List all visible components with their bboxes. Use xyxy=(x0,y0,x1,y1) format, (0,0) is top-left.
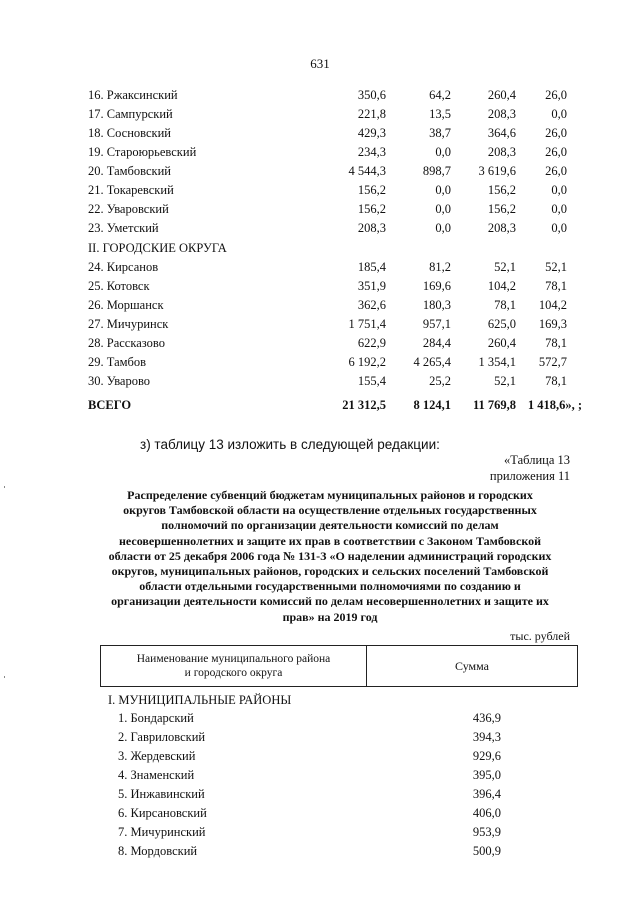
row-value-c1: 429,3 xyxy=(357,126,386,140)
row-value-c2: 169,6 xyxy=(422,279,451,293)
row-name: 16. Ржаксинский xyxy=(88,88,178,102)
row-value-c2: 25,2 xyxy=(429,374,451,388)
row-name: 27. Мичуринск xyxy=(88,317,169,331)
subsidy-table-2019 xyxy=(100,645,578,861)
row-value-c3: 52,1 xyxy=(494,260,516,274)
page-number: 631 xyxy=(310,56,330,71)
row-value-c3: 208,3 xyxy=(487,221,516,235)
row-name: 19. Староюрьевский xyxy=(88,145,197,159)
table-row xyxy=(100,804,578,823)
table-row xyxy=(88,124,578,143)
row-sum: 929,6 xyxy=(472,749,501,763)
row-value-c1: 234,3 xyxy=(357,145,386,159)
row-value-c2: 4 265,4 xyxy=(413,355,451,369)
row-value-c4: 78,1 xyxy=(545,279,567,293)
row-value-c1: 351,9 xyxy=(357,279,386,293)
table-header xyxy=(100,645,578,687)
table-row xyxy=(88,258,578,277)
row-value-c4: 78,1 xyxy=(545,374,567,388)
row-value-c2: 64,2 xyxy=(429,88,451,102)
row-value-c3: 78,1 xyxy=(494,298,516,312)
row-value-c4: 0,0 xyxy=(551,202,567,216)
row-value-c4: 52,1 xyxy=(545,260,567,274)
row-value-c1: 208,3 xyxy=(357,221,386,235)
row-value-c2: 898,7 xyxy=(422,164,451,178)
row-value-c1: 362,6 xyxy=(357,298,386,312)
row-value-c4: 572,7 xyxy=(538,355,567,369)
row-value-c3: 3 619,6 xyxy=(478,164,516,178)
row-name: 25. Котовск xyxy=(88,279,150,293)
row-value-c1: 155,4 xyxy=(357,374,386,388)
row-name: 4. Знаменский xyxy=(118,768,195,782)
row-name: 24. Кирсанов xyxy=(88,260,159,274)
row-value-c1: 350,6 xyxy=(357,88,386,102)
table-ref-line1: «Таблица 13 xyxy=(504,453,570,467)
row-name: 29. Тамбов xyxy=(88,355,147,369)
row-value-c3: 260,4 xyxy=(487,88,516,102)
table-row xyxy=(100,785,578,804)
row-sum: 953,9 xyxy=(472,825,501,839)
row-value-c2: 180,3 xyxy=(422,298,451,312)
table-reference xyxy=(490,452,570,484)
table-row xyxy=(88,353,578,372)
subsidy-table-continued xyxy=(88,86,582,417)
unit-label: тыс. рублей xyxy=(510,629,570,643)
row-name: 3. Жердевский xyxy=(118,749,196,763)
row-value-c3: 156,2 xyxy=(487,183,516,197)
row-value-c1: 622,9 xyxy=(357,336,386,350)
row-value-c3: 208,3 xyxy=(487,107,516,121)
scan-mark xyxy=(4,676,5,678)
row-value-c3: 104,2 xyxy=(487,279,516,293)
row-value-c1: 185,4 xyxy=(357,260,386,274)
total-label: ВСЕГО xyxy=(88,398,132,412)
row-name: 7. Мичуринский xyxy=(118,825,206,839)
row-value-c1: 1 751,4 xyxy=(348,317,386,331)
header-name-column xyxy=(101,646,367,686)
row-value-c4: 104,2 xyxy=(538,298,567,312)
table-row xyxy=(88,143,578,162)
row-value-c4: 169,3 xyxy=(538,317,567,331)
section-heading-city-districts: II. ГОРОДСКИЕ ОКРУГА xyxy=(88,241,227,255)
table-ref-line2: приложения 11 xyxy=(489,469,570,483)
table-row xyxy=(100,766,578,785)
row-name: 6. Кирсановский xyxy=(118,806,207,820)
row-value-c4: 0,0 xyxy=(551,221,567,235)
row-value-c2: 284,4 xyxy=(422,336,451,350)
row-value-c3: 260,4 xyxy=(487,336,516,350)
row-sum: 395,0 xyxy=(472,768,501,782)
row-value-c3: 156,2 xyxy=(487,202,516,216)
row-value-c4: 26,0 xyxy=(545,164,567,178)
table-row xyxy=(88,296,578,315)
row-name: 18. Сосновский xyxy=(88,126,171,140)
row-value-c4: 26,0 xyxy=(545,145,567,159)
table-row xyxy=(100,842,578,861)
table-row xyxy=(100,747,578,766)
row-value-c4: 0,0 xyxy=(551,107,567,121)
row-name: 26. Моршанск xyxy=(88,298,164,312)
row-value-c4: 26,0 xyxy=(545,126,567,140)
table-row xyxy=(88,162,578,181)
amendment-instruction: з) таблицу 13 изложить в следующей редакции: xyxy=(140,437,440,452)
table-row xyxy=(88,334,578,353)
total-col2: 8 124,1 xyxy=(413,398,451,412)
row-sum: 396,4 xyxy=(472,787,501,801)
row-name: 30. Уварово xyxy=(88,374,151,388)
row-value-c3: 364,6 xyxy=(487,126,516,140)
row-value-c1: 4 544,3 xyxy=(348,164,386,178)
scan-mark xyxy=(4,486,5,488)
row-value-c2: 81,2 xyxy=(429,260,451,274)
row-name: 21. Токаревский xyxy=(88,183,174,197)
total-col4: 1 418,6», ; xyxy=(527,398,582,412)
row-sum: 394,3 xyxy=(472,730,501,744)
row-value-c1: 156,2 xyxy=(357,183,386,197)
row-sum: 406,0 xyxy=(472,806,501,820)
table-row xyxy=(88,277,578,296)
total-col3: 11 769,8 xyxy=(472,398,516,412)
table-row xyxy=(88,105,578,124)
row-name: 20. Тамбовский xyxy=(88,164,171,178)
row-name: 1. Бондарский xyxy=(118,711,194,725)
section-heading-municipal-districts: I. МУНИЦИПАЛЬНЫЕ РАЙОНЫ xyxy=(108,693,292,707)
row-value-c2: 0,0 xyxy=(435,183,451,197)
row-value-c4: 26,0 xyxy=(545,88,567,102)
header-name-line1: Наименование муниципального района xyxy=(136,653,331,665)
row-value-c2: 0,0 xyxy=(435,145,451,159)
total-col1: 21 312,5 xyxy=(342,398,386,412)
table-row xyxy=(88,372,578,391)
table-row xyxy=(100,823,578,842)
row-name: 28. Рассказово xyxy=(88,336,165,350)
row-value-c1: 156,2 xyxy=(357,202,386,216)
header-sum-column: Сумма xyxy=(455,659,489,673)
row-value-c4: 0,0 xyxy=(551,183,567,197)
row-value-c2: 0,0 xyxy=(435,202,451,216)
row-name: 2. Гавриловский xyxy=(118,730,206,744)
table-total-row xyxy=(88,393,582,417)
row-value-c1: 6 192,2 xyxy=(348,355,386,369)
row-value-c2: 13,5 xyxy=(429,107,451,121)
row-value-c3: 52,1 xyxy=(494,374,516,388)
row-value-c3: 1 354,1 xyxy=(478,355,516,369)
row-value-c2: 957,1 xyxy=(422,317,451,331)
table-row xyxy=(88,86,578,105)
row-name: 22. Уваровский xyxy=(88,202,169,216)
row-value-c1: 221,8 xyxy=(357,107,386,121)
row-name: 5. Инжавинский xyxy=(118,787,205,801)
row-value-c2: 0,0 xyxy=(435,221,451,235)
row-sum: 500,9 xyxy=(472,844,501,858)
row-name: 8. Мордовский xyxy=(118,844,198,858)
row-value-c4: 78,1 xyxy=(545,336,567,350)
row-sum: 436,9 xyxy=(472,711,501,725)
table-row xyxy=(100,728,578,747)
table-row xyxy=(88,181,578,200)
table-title: Распределение субвенций бюджетам муниципальных районов и городских округов Тамбовской области на осуществление отдельных государственных полномочий по организации деятельности комиссий по делам несовершеннолетних и защите их прав в соответствии с Законом Тамбовской области от 25 декабря 2006 года № 131-З «О наделении администраций городских округов, муниципальных районов, городских и сельских поселений Тамбовской области отдельными государственными полномочиями по созданию и организации деятельности комиссий по делам несовершеннолетних и защите их прав» на 2019 год xyxy=(108,488,552,624)
table-row xyxy=(88,315,578,334)
row-value-c2: 38,7 xyxy=(429,126,451,140)
header-name-line2: и городского округа xyxy=(184,667,283,679)
row-value-c3: 208,3 xyxy=(487,145,516,159)
row-value-c3: 625,0 xyxy=(487,317,516,331)
row-name: 23. Уметский xyxy=(88,221,159,235)
row-name: 17. Сампурский xyxy=(88,107,173,121)
table-row xyxy=(100,709,578,728)
table-row xyxy=(88,219,578,238)
table-row xyxy=(88,200,578,219)
